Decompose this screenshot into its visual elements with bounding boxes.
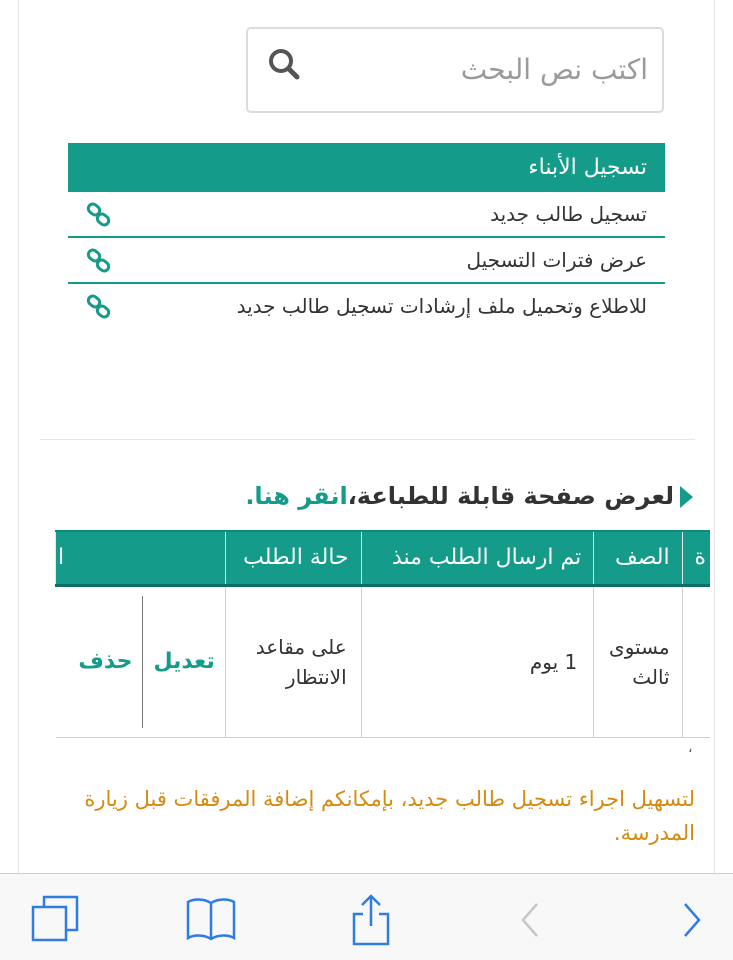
search-box[interactable]: [246, 27, 664, 113]
column-header-grade: الصف: [594, 531, 682, 585]
reg-item-label[interactable]: تسجيل طالب جديد: [490, 202, 647, 226]
column-header-status: حالة الطلب: [225, 531, 361, 585]
bullet-triangle-icon: [680, 486, 693, 508]
reg-item-label[interactable]: للاطلاع وتحميل ملف إرشادات تسجيل طالب جديد: [236, 294, 647, 318]
column-header-actions: ا: [56, 531, 226, 585]
page-frame: [18, 0, 715, 873]
cell-partial: [682, 585, 710, 737]
cell-sent-since: 1 يوم: [361, 585, 594, 737]
reg-item-periods[interactable]: [68, 238, 665, 284]
print-link[interactable]: انقر هنا.: [245, 482, 348, 510]
requests-table-wrap[interactable]: [40, 530, 706, 740]
cell-status: على مقاعد الانتظار: [225, 585, 361, 737]
section-divider: [40, 439, 695, 440]
column-header-partial: ة: [682, 531, 710, 585]
link-icon[interactable]: [86, 248, 112, 274]
search-input[interactable]: [348, 49, 648, 89]
reg-item-guidelines[interactable]: [68, 284, 665, 330]
browser-toolbar: [0, 873, 733, 960]
cell-actions: [56, 585, 226, 737]
table-row: [56, 585, 711, 737]
table-header-row: [56, 531, 711, 585]
reg-item-new-student[interactable]: [68, 192, 665, 238]
tabs-icon[interactable]: [30, 894, 82, 946]
print-text: لعرض صفحة قابلة للطباعة،: [347, 482, 674, 510]
print-line: [93, 482, 693, 522]
reg-item-label[interactable]: عرض فترات التسجيل: [466, 248, 647, 272]
forward-icon[interactable]: [667, 894, 719, 946]
registration-title: تسجيل الأبناء: [68, 143, 665, 192]
attachments-note: لتسهيل اجراء تسجيل طالب جديد، بإمكانكم إضافة المرفقات قبل زيارة المدرسة.: [84, 787, 695, 845]
link-icon[interactable]: [86, 202, 112, 228]
delete-link[interactable]: حذف: [78, 648, 133, 674]
bookmarks-icon[interactable]: [185, 894, 237, 946]
action-separator: [142, 596, 143, 728]
link-icon[interactable]: [86, 294, 112, 320]
registration-box: [68, 143, 665, 330]
cell-grade: مستوى ثالث: [594, 585, 682, 737]
back-icon[interactable]: [505, 894, 557, 946]
edit-link[interactable]: تعديل: [153, 648, 215, 674]
requests-table: [55, 530, 710, 738]
search-icon[interactable]: [264, 45, 304, 85]
stray-mark: ،: [688, 740, 693, 756]
share-icon[interactable]: [345, 894, 397, 946]
column-header-sent-since: تم ارسال الطلب منذ: [361, 531, 594, 585]
